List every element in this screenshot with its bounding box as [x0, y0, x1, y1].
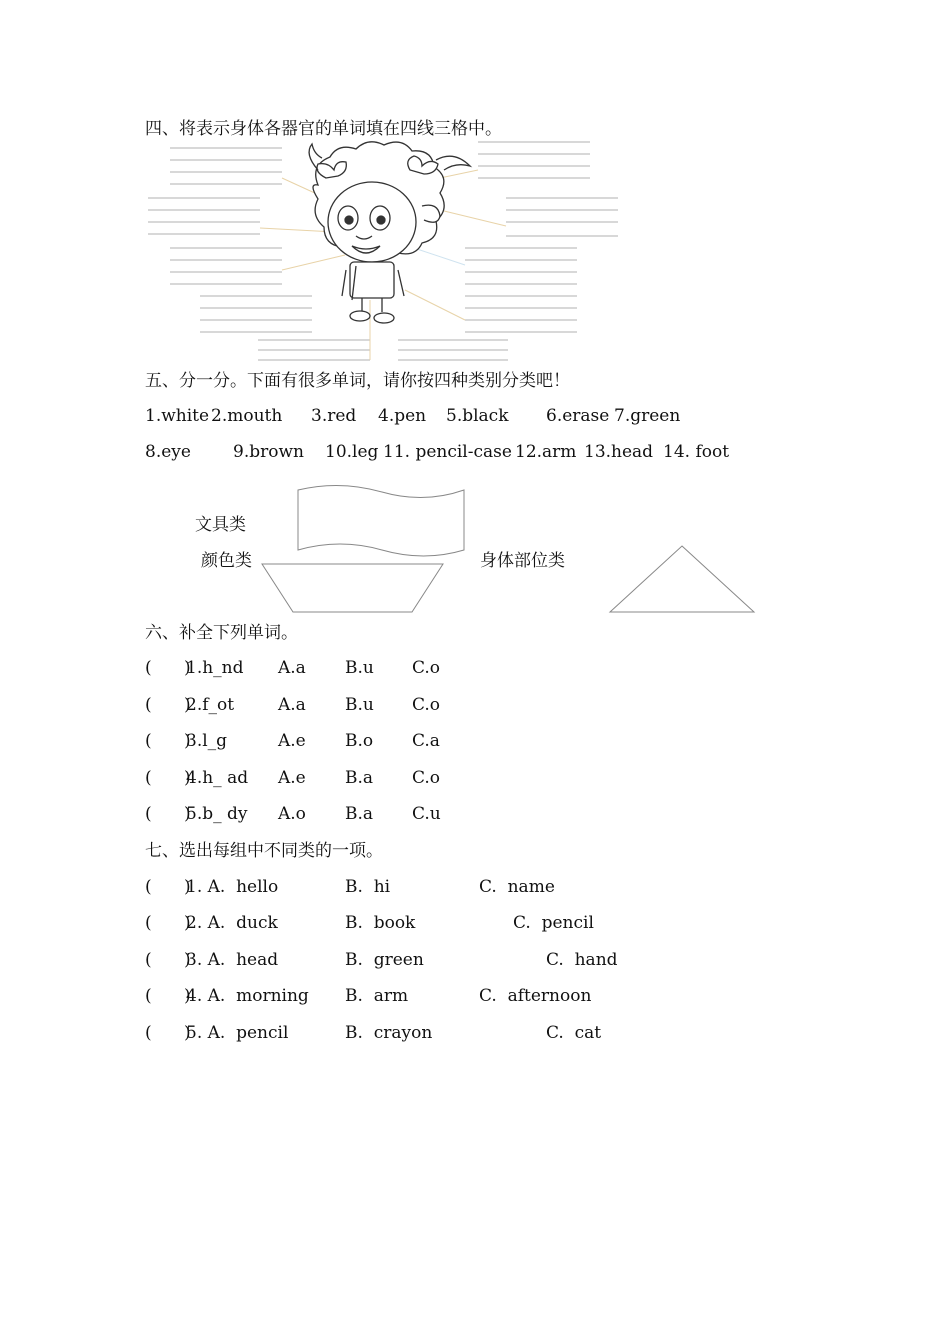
- answer-bracket[interactable]: ( ): [145, 913, 191, 933]
- answer-bracket[interactable]: ( ): [145, 1023, 191, 1043]
- option-a: 2. A. duck: [186, 913, 278, 933]
- option-b: B. crayon: [345, 1023, 433, 1043]
- section4-title: 四、将表示身体各器官的单词填在四线三格中。: [145, 119, 502, 139]
- word-item: 14. foot: [663, 442, 730, 462]
- option-b: B. arm: [345, 986, 409, 1006]
- option-c: C. pencil: [513, 913, 594, 933]
- word-item: 4.pen: [378, 406, 427, 426]
- word-item: 5.black: [446, 406, 509, 426]
- option-b: B. green: [345, 950, 424, 970]
- answer-bracket[interactable]: ( ): [145, 695, 191, 715]
- option-b: B.u: [345, 695, 374, 715]
- option-c: C. name: [479, 877, 555, 897]
- answer-bracket[interactable]: ( ): [145, 950, 191, 970]
- stationery-flag-shape: [298, 485, 464, 556]
- option-c: C. hand: [546, 950, 618, 970]
- word-item: 13.head: [584, 442, 654, 462]
- option-a: 5. A. pencil: [186, 1023, 289, 1043]
- option-c: C.o: [412, 695, 441, 715]
- option-a: A.a: [278, 695, 306, 715]
- category-stationery-label: 文具类: [195, 515, 246, 535]
- word-item: 12.arm: [515, 442, 577, 462]
- option-a: 1. A. hello: [186, 877, 279, 897]
- option-a: A.o: [278, 804, 306, 824]
- option-b: B.o: [345, 731, 374, 751]
- option-c: C.u: [412, 804, 441, 824]
- section5-title: 五、分一分。下面有很多单词，请你按四种类别分类吧！: [145, 371, 570, 391]
- option-a: A.a: [278, 658, 306, 678]
- word-item: 10.leg: [325, 442, 379, 462]
- option-b: B. book: [345, 913, 416, 933]
- word-item: 1.white: [145, 406, 210, 426]
- option-c: C.o: [412, 658, 441, 678]
- section6-title: 六、补全下列单词。: [145, 623, 298, 643]
- category-color-label: 颜色类: [201, 551, 252, 571]
- word-item: 7.green: [614, 406, 681, 426]
- question-word: 4.h_ ad: [186, 768, 249, 788]
- option-a: A.e: [278, 731, 306, 751]
- option-c: C.a: [412, 731, 440, 751]
- word-item: 9.brown: [233, 442, 304, 462]
- option-b: B.u: [345, 658, 374, 678]
- word-item: 11. pencil-case: [383, 442, 512, 462]
- option-a: A.e: [278, 768, 306, 788]
- option-b: B.a: [345, 804, 374, 824]
- question-word: 5.b_ dy: [186, 804, 248, 824]
- answer-bracket[interactable]: ( ): [145, 804, 191, 824]
- question-word: 2.f_ot: [186, 695, 235, 715]
- answer-bracket[interactable]: ( ): [145, 731, 191, 751]
- answer-bracket[interactable]: ( ): [145, 658, 191, 678]
- question-word: 3.l_g: [186, 731, 228, 751]
- question-word: 1.h_nd: [186, 658, 244, 678]
- answer-bracket[interactable]: ( ): [145, 986, 191, 1006]
- answer-bracket[interactable]: ( ): [145, 768, 191, 788]
- option-c: C.o: [412, 768, 441, 788]
- option-a: 3. A. head: [186, 950, 279, 970]
- word-item: 3.red: [311, 406, 357, 426]
- section7-title: 七、选出每组中不同类的一项。: [145, 841, 383, 861]
- word-item: 8.eye: [145, 442, 191, 462]
- color-basket-shape: [262, 564, 443, 612]
- word-item: 2.mouth: [211, 406, 283, 426]
- option-a: 4. A. morning: [186, 986, 309, 1006]
- answer-bracket[interactable]: ( ): [145, 877, 191, 897]
- option-b: B.a: [345, 768, 374, 788]
- option-b: B. hi: [345, 877, 391, 897]
- option-c: C. cat: [546, 1023, 602, 1043]
- option-c: C. afternoon: [479, 986, 592, 1006]
- word-item: 6.erase: [546, 406, 610, 426]
- category-body-label: 身体部位类: [480, 551, 565, 571]
- body-triangle-shape: [610, 546, 754, 612]
